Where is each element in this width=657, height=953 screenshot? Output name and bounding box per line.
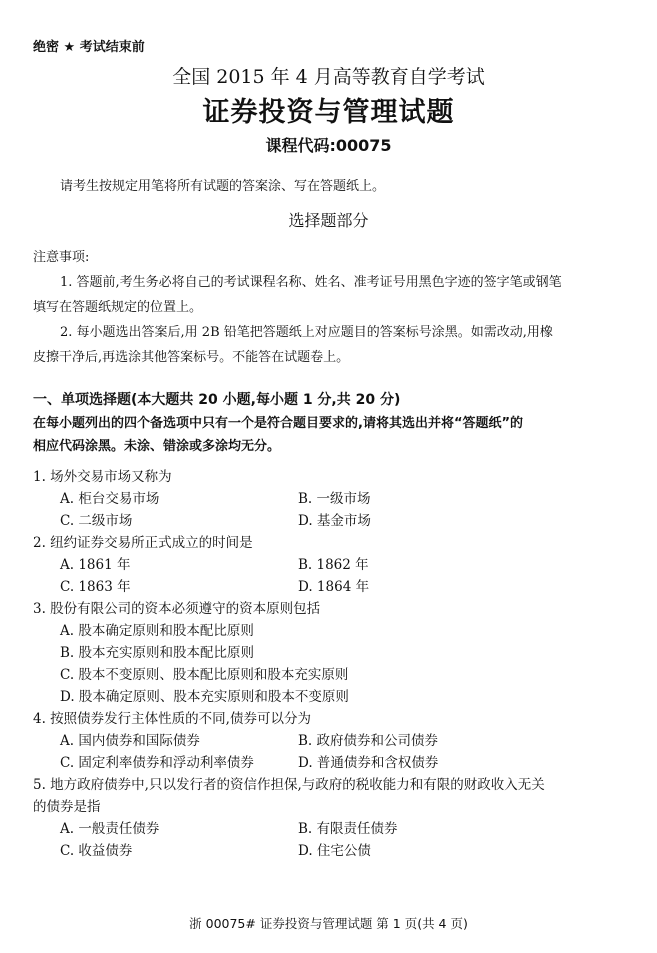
question-stem: 2. 纽约证券交易所正式成立的时间是: [33, 535, 253, 551]
option-b: B. 政府债券和公司债券: [298, 733, 439, 749]
option-a: A. 一般责任债券: [60, 821, 160, 837]
option-c: C. 二级市场: [60, 513, 133, 529]
note-line: 填写在答题纸规定的位置上。: [33, 300, 203, 315]
option-d: D. 1864 年: [298, 579, 370, 595]
option-a: A. 国内债券和国际债券: [60, 733, 200, 749]
option-d: D. 普通债券和含权债券: [298, 755, 439, 771]
option-a: A. 1861 年: [60, 557, 131, 573]
subject-title: 证券投资与管理试题: [202, 97, 455, 128]
option-c: C. 固定利率债券和浮动利率债券: [60, 755, 254, 771]
option-d: D. 股本确定原则、股本充实原则和股本不变原则: [60, 689, 349, 705]
question-stem: 1. 场外交易市场又称为: [33, 469, 172, 485]
note-line: 1. 答题前,考生务必将自己的考试课程名称、姓名、准考证号用黑色字迹的签字笔或钢笔: [60, 275, 562, 290]
option-b: B. 有限责任债券: [298, 821, 398, 837]
option-a: A. 股本确定原则和股本配比原则: [60, 623, 254, 639]
option-d: D. 基金市场: [298, 513, 371, 529]
section1-header: 一、单项选择题(本大题共 20 小题,每小题 1 分,共 20 分): [33, 392, 401, 408]
option-c: C. 1863 年: [60, 579, 131, 595]
course-code: 课程代码:00075: [265, 136, 392, 155]
page-footer: 浙 00075# 证券投资与管理试题 第 1 页(共 4 页): [189, 916, 468, 931]
option-b: B. 1862 年: [298, 557, 369, 573]
section-title: 选择题部分: [288, 211, 369, 230]
question-stem: 3. 股份有限公司的资本必须遵守的资本原则包括: [33, 601, 321, 617]
section1-instruction: 相应代码涂黑。未涂、错涂或多涂均无分。: [33, 439, 281, 454]
section1-instruction: 在每小题列出的四个备选项中只有一个是符合题目要求的,请将其选出并将“答题纸”的: [33, 416, 524, 431]
note-line: 皮擦干净后,再选涂其他答案标号。不能答在试题卷上。: [33, 350, 350, 365]
question-stem: 的债券是指: [33, 799, 101, 815]
note-line: 2. 每小题选出答案后,用 2B 铅笔把答题纸上对应题目的答案标号涂黑。如需改动,用橡: [60, 325, 553, 340]
exam-title: 全国 2015 年 4 月高等教育自学考试: [172, 66, 485, 88]
notes-heading: 注意事项:: [33, 250, 90, 265]
answer-instruction: 请考生按规定用笔将所有试题的答案涂、写在答题纸上。: [60, 179, 386, 194]
option-c: C. 股本不变原则、股本配比原则和股本充实原则: [60, 667, 349, 683]
option-d: D. 住宅公债: [298, 843, 371, 859]
question-stem: 4. 按照债券发行主体性质的不同,债券可以分为: [33, 711, 311, 727]
confidential-mark: 绝密 ★ 考试结束前: [33, 40, 145, 55]
option-b: B. 一级市场: [298, 491, 371, 507]
option-b: B. 股本充实原则和股本配比原则: [60, 645, 255, 661]
option-a: A. 柜台交易市场: [60, 491, 160, 507]
question-stem: 5. 地方政府债券中,只以发行者的资信作担保,与政府的税收能力和有限的财政收入无关: [33, 777, 545, 793]
option-c: C. 收益债券: [60, 843, 133, 859]
